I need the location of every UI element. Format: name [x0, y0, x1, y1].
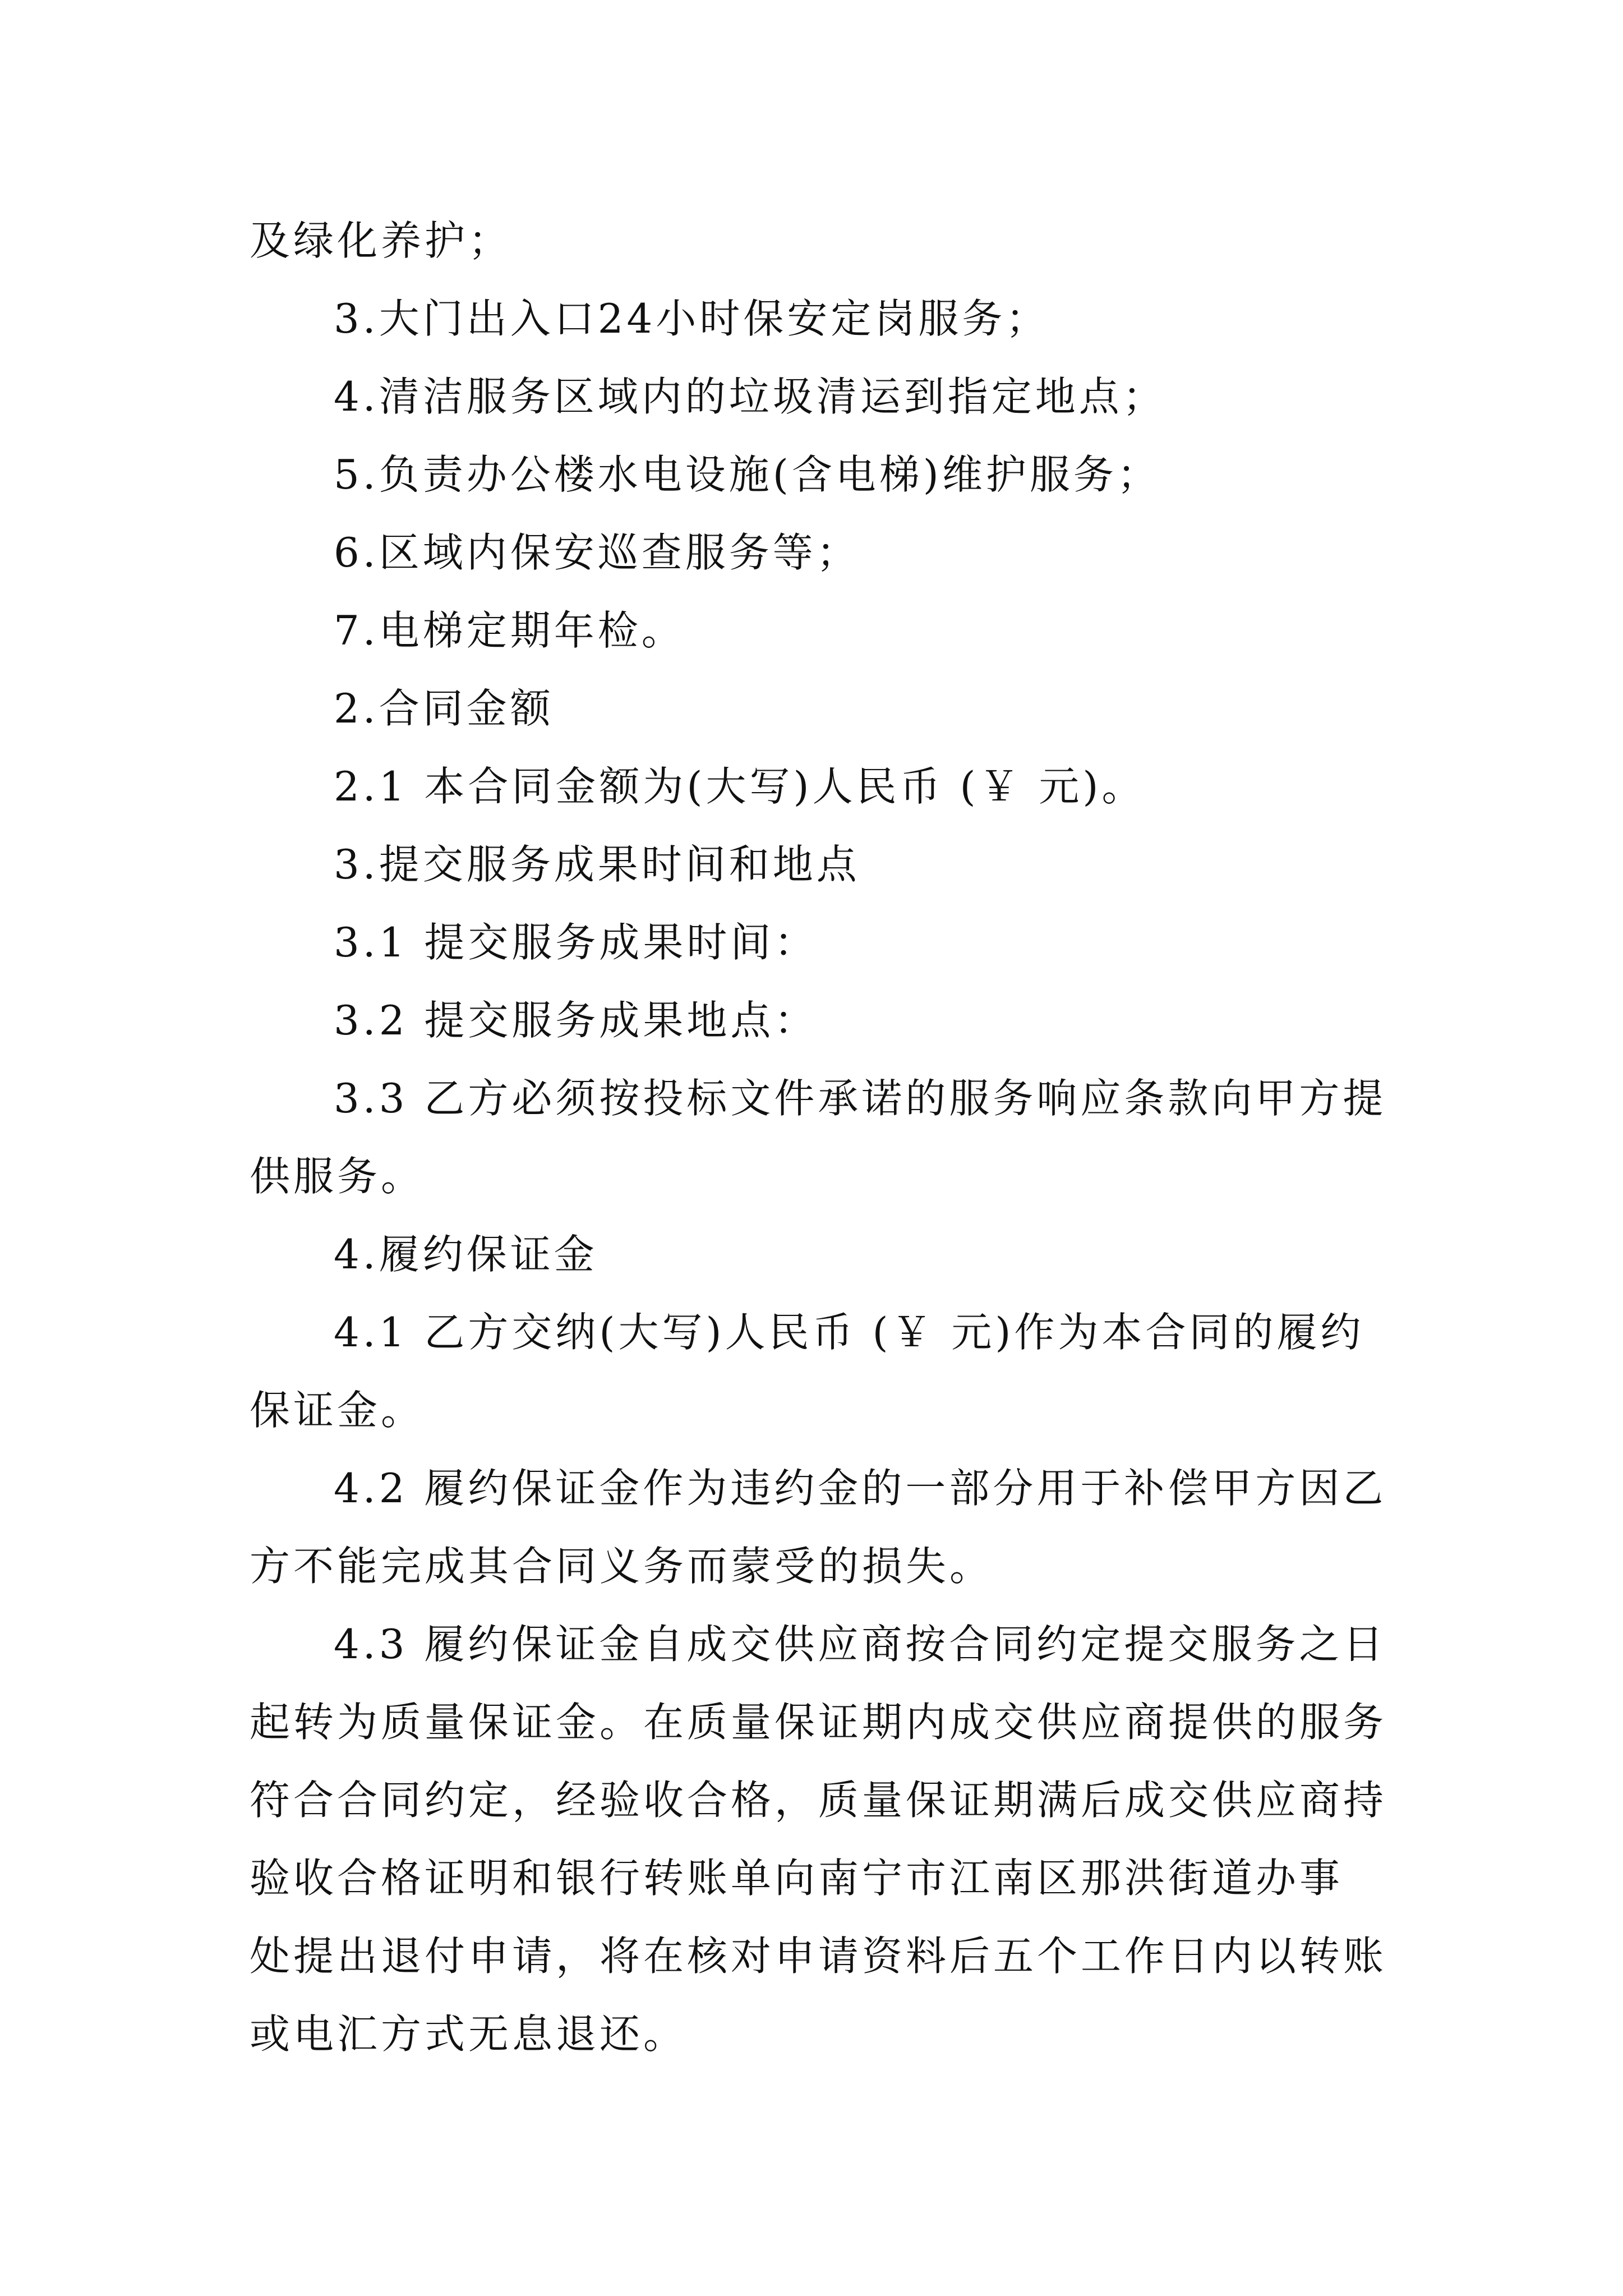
- clause-3-3-continued: 供服务。: [250, 1153, 425, 1200]
- list-item-facility-maintenance: 5.负责办公楼水电设施(含电梯)维护服务；: [334, 451, 1161, 498]
- list-item-elevator-inspection: 7.电梯定期年检。: [334, 607, 685, 654]
- clause-4-3-continued: 起转为质量保证金。在质量保证期内成交供应商提供的服务: [250, 1699, 1387, 1746]
- list-item-security-patrol: 6.区域内保安巡查服务等；: [334, 529, 860, 576]
- clause-3-1: 3.1 提交服务成果时间：: [334, 919, 818, 966]
- list-item-garbage-removal: 4.清洁服务区域内的垃圾清运到指定地点；: [334, 373, 1166, 420]
- clause-4-2-continued: 方不能完成其合同义务而蒙受的损失。: [250, 1543, 994, 1590]
- clause-4-2: 4.2 履约保证金作为违约金的一部分用于补偿甲方因乙: [334, 1465, 1387, 1512]
- body-line: 及绿化养护；: [250, 217, 513, 264]
- document-body: [250, 202, 1387, 2073]
- clause-4-3-continued: 处提出退付申请，将在核对申请资料后五个工作日内以转账: [250, 1932, 1387, 1980]
- clause-4-1-continued: 保证金。: [250, 1387, 425, 1434]
- clause-4-1: 4.1 乙方交纳(大写)人民币 (￥ 元)作为本合同的履约: [334, 1309, 1364, 1356]
- section-heading-performance-bond: 4.履约保证金: [334, 1231, 598, 1278]
- clause-2-1: 2.1 本合同金额为(大写)人民币 (￥ 元)。: [334, 763, 1146, 810]
- list-item-gate-security: 3.大门出入口24小时保安定岗服务；: [334, 295, 1050, 342]
- clause-4-3-continued: 或电汇方式无息退还。: [250, 2010, 688, 2058]
- clause-3-3: 3.3 乙方必须按投标文件承诺的服务响应条款向甲方提: [334, 1075, 1387, 1122]
- clause-3-2: 3.2 提交服务成果地点：: [334, 997, 818, 1044]
- section-heading-contract-amount: 2.合同金额: [334, 685, 554, 732]
- section-heading-delivery: 3.提交服务成果时间和地点: [334, 841, 860, 888]
- clause-4-3-continued: 验收合格证明和银行转账单向南宁市江南区那洪街道办事: [250, 1855, 1344, 1902]
- clause-4-3: 4.3 履约保证金自成交供应商按合同约定提交服务之日: [334, 1621, 1387, 1668]
- clause-4-3-continued: 符合合同约定，经验收合格，质量保证期满后成交供应商持: [250, 1777, 1387, 1824]
